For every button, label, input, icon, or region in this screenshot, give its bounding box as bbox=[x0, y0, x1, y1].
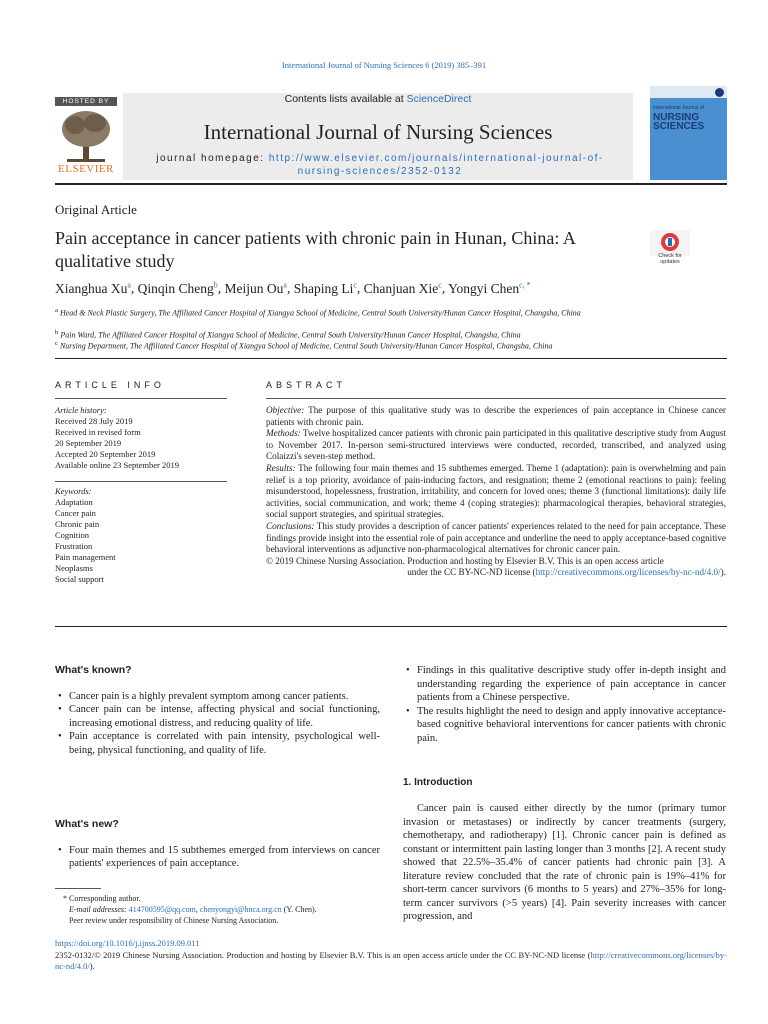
whats-known-heading: What's known? bbox=[55, 664, 132, 676]
journal-citation[interactable]: International Journal of Nursing Sciences 6 (2019) 385–391 bbox=[281, 60, 487, 70]
keyword: Frustration bbox=[55, 541, 93, 551]
homepage-link[interactable]: http://www.elsevier.com/journals/international-journal-of- bbox=[268, 153, 604, 164]
license-link[interactable]: http://creativecommons.org/licenses/by-nc-nd/4.0/ bbox=[535, 567, 721, 578]
check-for-updates-badge[interactable] bbox=[650, 230, 690, 266]
introduction-text: Cancer pain is caused either directly by the tumor (primary tumor invasion or metastases) or indirectly by cancer treatments (surgery, chemotherapy, and radiotherapy) [1]. Chronic cancer pain is defined as constant or intermittent pain lasting longer than 3 months [2]. A recent study showed that 22.5%–35.4% of cancer patients had chronic pain [3]. A literature review concluded that the rate of chronic pain is 19%–41% for short-term cancer survivors (6 months to 5 years) and 27%–35% for long-term cancer survivors (>5 years) [4]. Pain severity increases with cancer progression, and bbox=[403, 803, 726, 922]
doi-link[interactable]: https://doi.org/10.1016/j.ijnss.2019.09.011 bbox=[55, 938, 200, 948]
journal-homepage bbox=[140, 152, 620, 178]
tree-icon bbox=[55, 107, 117, 165]
article-info-rule bbox=[55, 398, 227, 399]
article-title: Pain acceptance in cancer patients with chronic pain in Hunan, China: A qualitative study bbox=[55, 228, 575, 271]
keyword: Neoplasms bbox=[55, 563, 93, 573]
keywords-rule bbox=[55, 481, 227, 482]
elsevier-logo bbox=[55, 97, 117, 177]
article-type: Original Article bbox=[55, 202, 137, 217]
keywords: Keywords: Adaptation Cancer pain Chronic pain Cognition Frustration Pain management Neoplasms Social support bbox=[55, 486, 227, 585]
list-item: • The results highlight the need to design and apply innovative acceptance-based cognitive behavioral interventions for cancer patients with chronic pain. bbox=[403, 705, 726, 746]
footnote-rule bbox=[55, 888, 101, 889]
author[interactable]: Meijun Ou$^a$ bbox=[224, 280, 287, 296]
author[interactable]: Xianghua Xu$^a$ bbox=[55, 280, 131, 296]
sciencedirect-link[interactable]: ScienceDirect bbox=[406, 93, 472, 105]
keyword: Chronic pain bbox=[55, 519, 100, 529]
footnote: * Corresponding author. E-mail addresses: 414700595@qq.com, chenyongyi@hnca.org.cn (Y. Chen). Peer review under responsibility of Chinese Nursing Association. bbox=[63, 894, 317, 925]
homepage-label: journal homepage: bbox=[156, 153, 265, 164]
whats-new-box bbox=[55, 818, 380, 871]
author[interactable]: Qinqin Cheng$^b$ bbox=[137, 280, 218, 296]
hosted-by-label: HOSTED BY bbox=[55, 97, 117, 106]
whats-new-continued bbox=[403, 664, 726, 745]
journal-cover: International Journal of NURSING SCIENCES bbox=[650, 86, 727, 180]
email-link[interactable]: chenyongyi@hnca.org.cn bbox=[199, 905, 282, 914]
homepage-link-cont[interactable]: nursing-sciences/2352-0132 bbox=[297, 166, 463, 177]
doi-license-block: https://doi.org/10.1016/j.ijnss.2019.09.011 2352-0132/© 2019 Chinese Nursing Association. Production and hosting by Elsevier B.V. This is an open access article under the CC BY-NC-ND license (http://creativecommons.org/licenses/by-nc-nd/4.0/). bbox=[55, 938, 727, 971]
affiliation-b: $^b$ Pain Ward, The Affiliated Cancer Hospital of Xiangya School of Medicine, Central South University/Hunan Cancer Hospital, Changsha, China bbox=[55, 329, 521, 340]
keyword: Pain management bbox=[55, 552, 116, 562]
article-info-heading: ARTICLE INFO bbox=[55, 380, 165, 390]
list-item: • Cancer pain can be intense, affecting physical and social functioning, increasing emotional distress, and reducing quality of life. bbox=[55, 703, 380, 730]
keyword: Cognition bbox=[55, 530, 90, 540]
keyword: Social support bbox=[55, 574, 104, 584]
contents-line: Contents lists available at ScienceDirect bbox=[284, 93, 472, 105]
affiliation-a: $^a$ Head & Neck Plastic Surgery, The Affiliated Cancer Hospital of Xiangya School of Medicine, Central South University/Hunan Cancer Hospital, Changsha, China bbox=[55, 307, 581, 318]
author-list: Xianghua Xu$^a$, Qinqin Cheng$^b$, Meijun Ou$^a$, Shaping Li$^c$, Chanjuan Xie$^c$, Yongyi Chen$^{c, *}$ bbox=[55, 280, 531, 296]
list-item: • Findings in this qualitative descriptive study offer in-depth insight and understanding regarding the experience of pain acceptance in cancer patients from a Chinese perspective. bbox=[403, 664, 726, 705]
list-item: • Pain acceptance is correlated with pain intensity, psychological well-being, physical functioning, and quality of life. bbox=[55, 730, 380, 757]
license-link[interactable]: http://creativecommons.org/licenses/by-nc-nd/4.0/ bbox=[55, 949, 727, 971]
introduction-heading: 1. Introduction bbox=[403, 777, 473, 788]
whats-new-heading: What's new? bbox=[55, 818, 119, 830]
abstract-end-rule bbox=[55, 626, 727, 627]
author[interactable]: Yongyi Chen$^{c, *}$ bbox=[448, 280, 531, 296]
section-rule bbox=[55, 358, 727, 359]
abstract-heading: ABSTRACT bbox=[266, 380, 347, 390]
whats-known-box bbox=[55, 664, 380, 757]
author[interactable]: Chanjuan Xie$^c$ bbox=[363, 280, 442, 296]
article-history: Article history: Received 28 July 2019 Received in revised form 20 September 2019 Accepted 20 September 2019 Available online 23 September 2019 bbox=[55, 405, 180, 470]
check-updates-label: Check for updates bbox=[658, 253, 682, 265]
abstract-body: Objective: The purpose of this qualitative study was to describe the experiences of pain acceptance in Chinese cancer patients with chronic pain. Methods: Twelve hospitalized cancer patients with chronic pain participated in this qualitative descriptive study from August to November 2017. In-person semi-structured interviews were conducted, recorded, transcribed, and analyzed using Colaizzi's seven-step method. Results: The following four main themes and 15 subthemes emerged. Theme 1 (adaptation): pain is overwhelming and pain relief is a top priority, avoidance of pain-inducing factors, and resignation; theme 2 (emotional reactions to pain): feeling misunderstood, hopelessness, frustration, irritability, and concern for loved ones; theme 3 (functional limitations): daily life activities, social communication, and work; theme 4 (coping strategies): pharmacological therapies, behavioral strategies, social support strategies, and spiritual strategies. Conclusions: This study provides a description of cancer patients' experiences related to the need for pain acceptance. These findings provide insight into the essential role of pain acceptance and underline the need to apply acceptance-based cognitive behavioral interventions as adjunctive non-pharmacological alternatives for chronic cancer pain. © 2019 Chinese Nursing Association. Production and hosting by Elsevier B.V. This is an open access article under the CC BY-NC-ND license (http://creativecommons.org/licenses/by-nc-nd/4.0/). bbox=[266, 405, 726, 578]
abstract-rule bbox=[266, 398, 726, 399]
elsevier-wordmark: ELSEVIER bbox=[58, 163, 114, 175]
header-rule bbox=[55, 183, 727, 185]
keyword: Cancer pain bbox=[55, 508, 96, 518]
email-link[interactable]: 414700595@qq.com bbox=[128, 905, 196, 914]
affiliation-c: $^c$ Nursing Department, The Affiliated Cancer Hospital of Xiangya School of Medicine, Central South University/Hunan Cancer Hospital, Changsha, China bbox=[55, 340, 553, 351]
keyword: Adaptation bbox=[55, 497, 93, 507]
list-item: • Four main themes and 15 subthemes emerged from interviews on cancer patients' experiences of pain acceptance. bbox=[55, 844, 380, 871]
author[interactable]: Shaping Li$^c$ bbox=[293, 280, 357, 296]
list-item: • Cancer pain is a highly prevalent symptom among cancer patients. bbox=[55, 690, 380, 704]
journal-title: International Journal of Nursing Sciences bbox=[203, 120, 553, 144]
